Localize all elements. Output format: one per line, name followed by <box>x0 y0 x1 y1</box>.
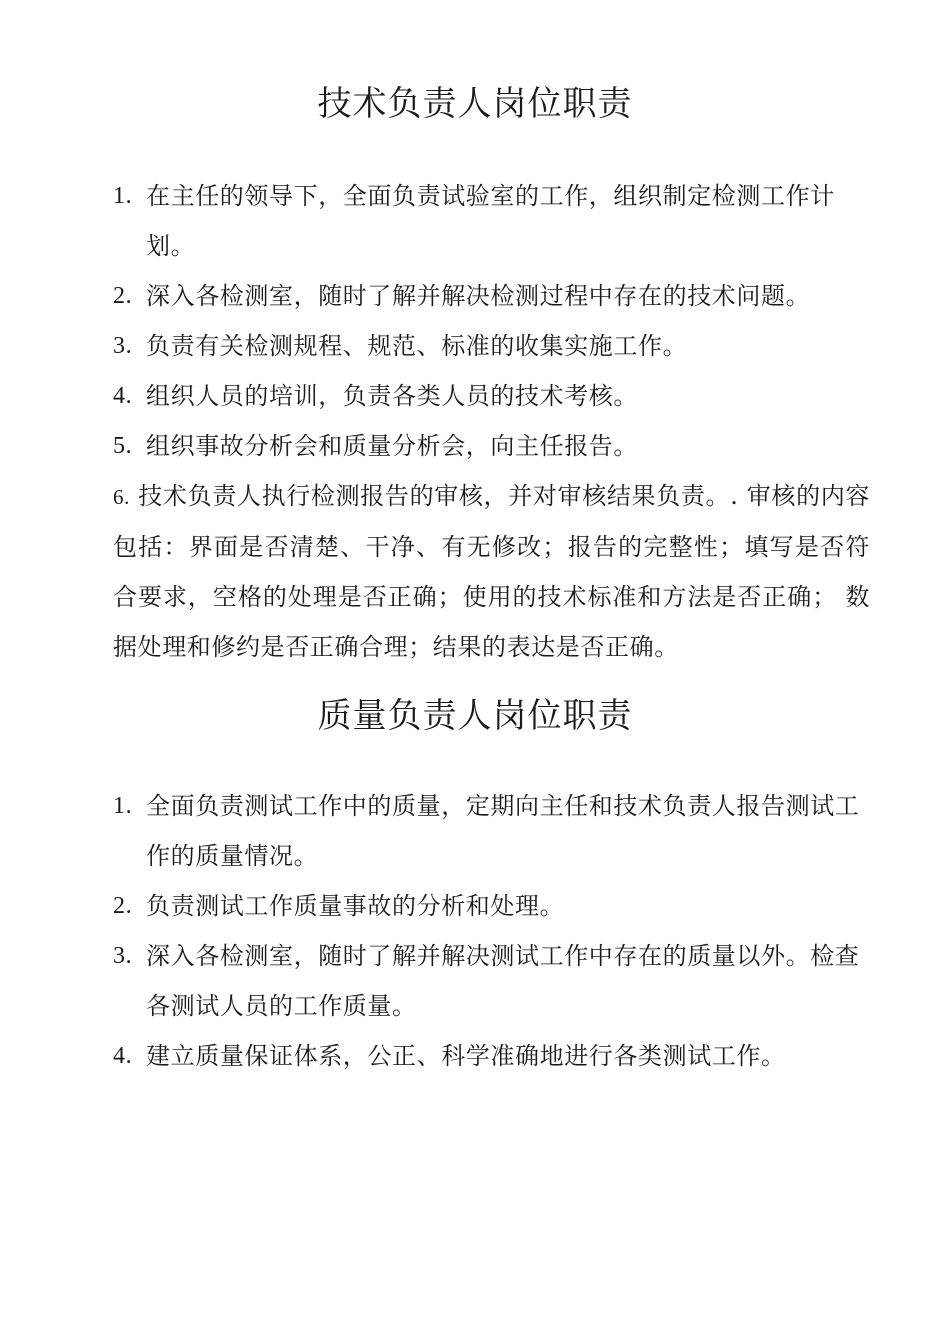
item-text: 深入各检测室，随时了解并解决测试工作中存在的质量以外。检查各测试人员的工作质量。 <box>146 942 860 1020</box>
list-item <box>0 371 950 421</box>
list-item <box>0 421 950 471</box>
item-text: 建立质量保证体系，公正、科学准确地进行各类测试工作。 <box>146 1042 786 1070</box>
item-number: 2. <box>113 893 133 919</box>
item-number: 6. <box>113 485 130 509</box>
section-title-technical: 技术负责人岗位职责 <box>317 84 633 124</box>
technical-duties-list <box>0 171 950 672</box>
list-item <box>0 271 950 321</box>
item-number: 4. <box>113 383 133 409</box>
item-text: 技术负责人执行检测报告的审核，并对审核结果负责。. 审核的内容包括：界面是否清楚、干净、有无修改；报告的完整性；填写是否符合要求，空格的处理是否正确；使用的技术标准和方法是否正确； 数据处理和修约是否正确合理；结果的表达是否正确。 <box>113 482 870 661</box>
item-text: 全面负责测试工作中的质量，定期向主任和技术负责人报告测试工作的质量情况。 <box>146 792 860 870</box>
list-item <box>0 171 950 271</box>
item-number: 1. <box>113 793 133 819</box>
item-number: 5. <box>113 433 133 459</box>
item-number: 4. <box>113 1043 133 1069</box>
list-item <box>0 1031 950 1081</box>
quality-duties-list <box>0 781 950 1081</box>
item-text: 深入各检测室，随时了解并解决检测过程中存在的技术问题。 <box>146 282 811 310</box>
item-text: 组织事故分析会和质量分析会，向主任报告。 <box>146 432 638 460</box>
item-text: 负责测试工作质量事故的分析和处理。 <box>146 892 565 920</box>
item-number: 3. <box>113 333 133 359</box>
item-text: 在主任的领导下，全面负责试验室的工作，组织制定检测工作计划。 <box>146 182 835 260</box>
item-text: 组织人员的培训，负责各类人员的技术考核。 <box>146 382 638 410</box>
list-item <box>0 321 950 371</box>
item-number: 3. <box>113 943 133 969</box>
list-item <box>0 471 950 672</box>
item-text: 负责有关检测规程、规范、标准的收集实施工作。 <box>146 332 688 360</box>
item-number: 1. <box>113 183 133 209</box>
list-item <box>0 781 950 881</box>
section-title-quality: 质量负责人岗位职责 <box>317 696 633 736</box>
list-item <box>0 881 950 931</box>
list-item <box>0 931 950 1031</box>
item-number: 2. <box>113 283 133 309</box>
